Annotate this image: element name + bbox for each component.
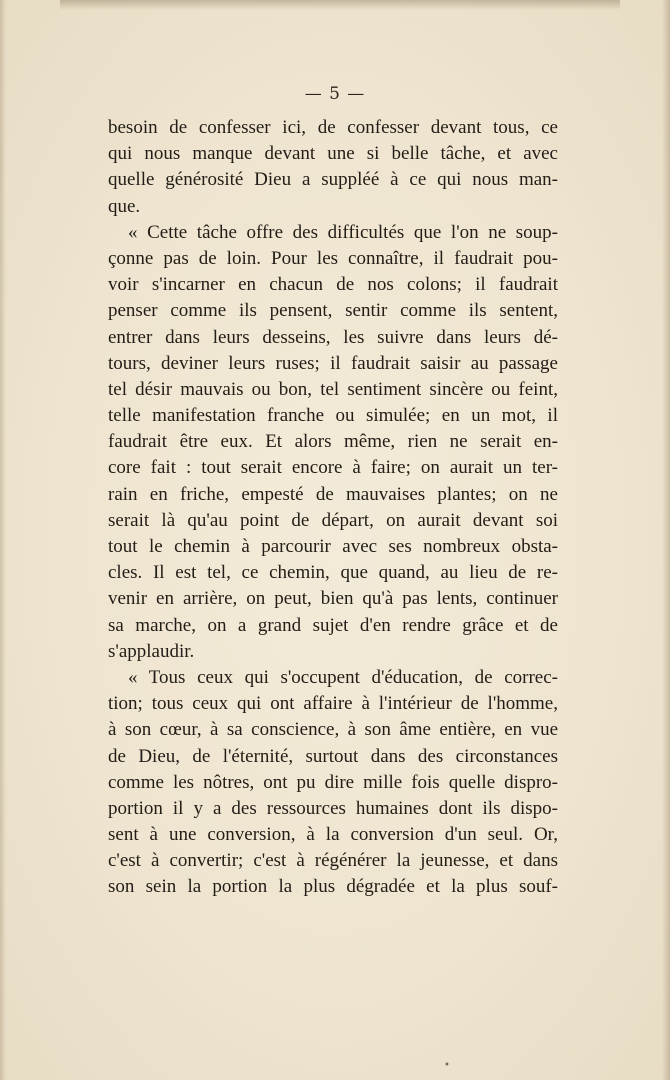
text-line: sent à une conversion, à la conversion d'un seul. Or,: [108, 824, 558, 846]
text-line: s'applaudir.: [108, 640, 195, 662]
text-line: penser comme ils pensent, sentir comme ils sentent,: [108, 300, 558, 322]
page-number: — 5 —: [304, 84, 366, 104]
footer-mark: •: [444, 1060, 450, 1071]
text-line: telle manifestation franche ou simulée; en un mot, il: [108, 405, 558, 427]
text-line: c'est à convertir; c'est à régénérer la jeunesse, et dans: [108, 850, 558, 872]
page-left-shadow: [0, 0, 6, 1080]
text-line: « Cette tâche offre des difficultés que l'on ne soup-: [128, 221, 558, 243]
text-line: son sein la portion la plus dégradée et la plus souf-: [108, 876, 558, 898]
page-top-shadow: [60, 0, 620, 10]
text-line: venir en arrière, on peut, bien qu'à pas lents, continuer: [108, 588, 558, 610]
text-line: portion il y a des ressources humaines dont ils dispo-: [108, 797, 558, 819]
text-line: que.: [108, 195, 141, 217]
page-right-shadow: [662, 0, 670, 1080]
text-line: tout le chemin à parcourir avec ses nombreux obsta-: [108, 536, 558, 557]
text-line: besoin de confesser ici, de confesser devant tous, ce: [108, 117, 558, 138]
body-text: [108, 115, 558, 901]
text-line: faudrait être eux. Et alors même, rien ne serait en-: [108, 431, 558, 453]
text-line: rain en friche, empesté de mauvaises plantes; on ne: [108, 483, 558, 505]
text-line: « Tous ceux qui s'occupent d'éducation, de correc-: [128, 666, 558, 688]
text-line: tion; tous ceux qui ont affaire à l'intérieur de l'homme,: [108, 693, 558, 715]
text-line: quelle générosité Dieu a suppléé à ce qui nous man-: [108, 169, 558, 191]
text-line: voir s'incarner en chacun de nos colons; il faudrait: [108, 274, 558, 296]
text-line: çonne pas de loin. Pour les connaître, il faudrait pou-: [108, 247, 558, 269]
text-line: tours, deviner leurs ruses; il faudrait saisir au passage: [108, 352, 558, 374]
text-line: de Dieu, de l'éternité, surtout dans des circonstances: [108, 745, 558, 767]
text-line: entrer dans leurs desseins, les suivre dans leurs dé-: [108, 326, 558, 348]
text-line: cles. Il est tel, ce chemin, que quand, au lieu de re-: [108, 562, 558, 584]
text-line: tel désir mauvais ou bon, tel sentiment sincère ou feint,: [108, 378, 558, 400]
text-line: serait là qu'au point de départ, on aurait devant soi: [108, 509, 558, 531]
text-line: core fait : tout serait encore à faire; on aurait un ter-: [108, 457, 558, 479]
text-line: sa marche, on a grand sujet d'en rendre grâce et de: [108, 614, 558, 636]
text-line: à son cœur, à sa conscience, à son âme entière, en vue: [108, 719, 558, 741]
text-line: qui nous manque devant une si belle tâche, et avec: [108, 143, 558, 165]
text-line: comme les nôtres, ont pu dire mille fois quelle dispro-: [108, 771, 558, 793]
